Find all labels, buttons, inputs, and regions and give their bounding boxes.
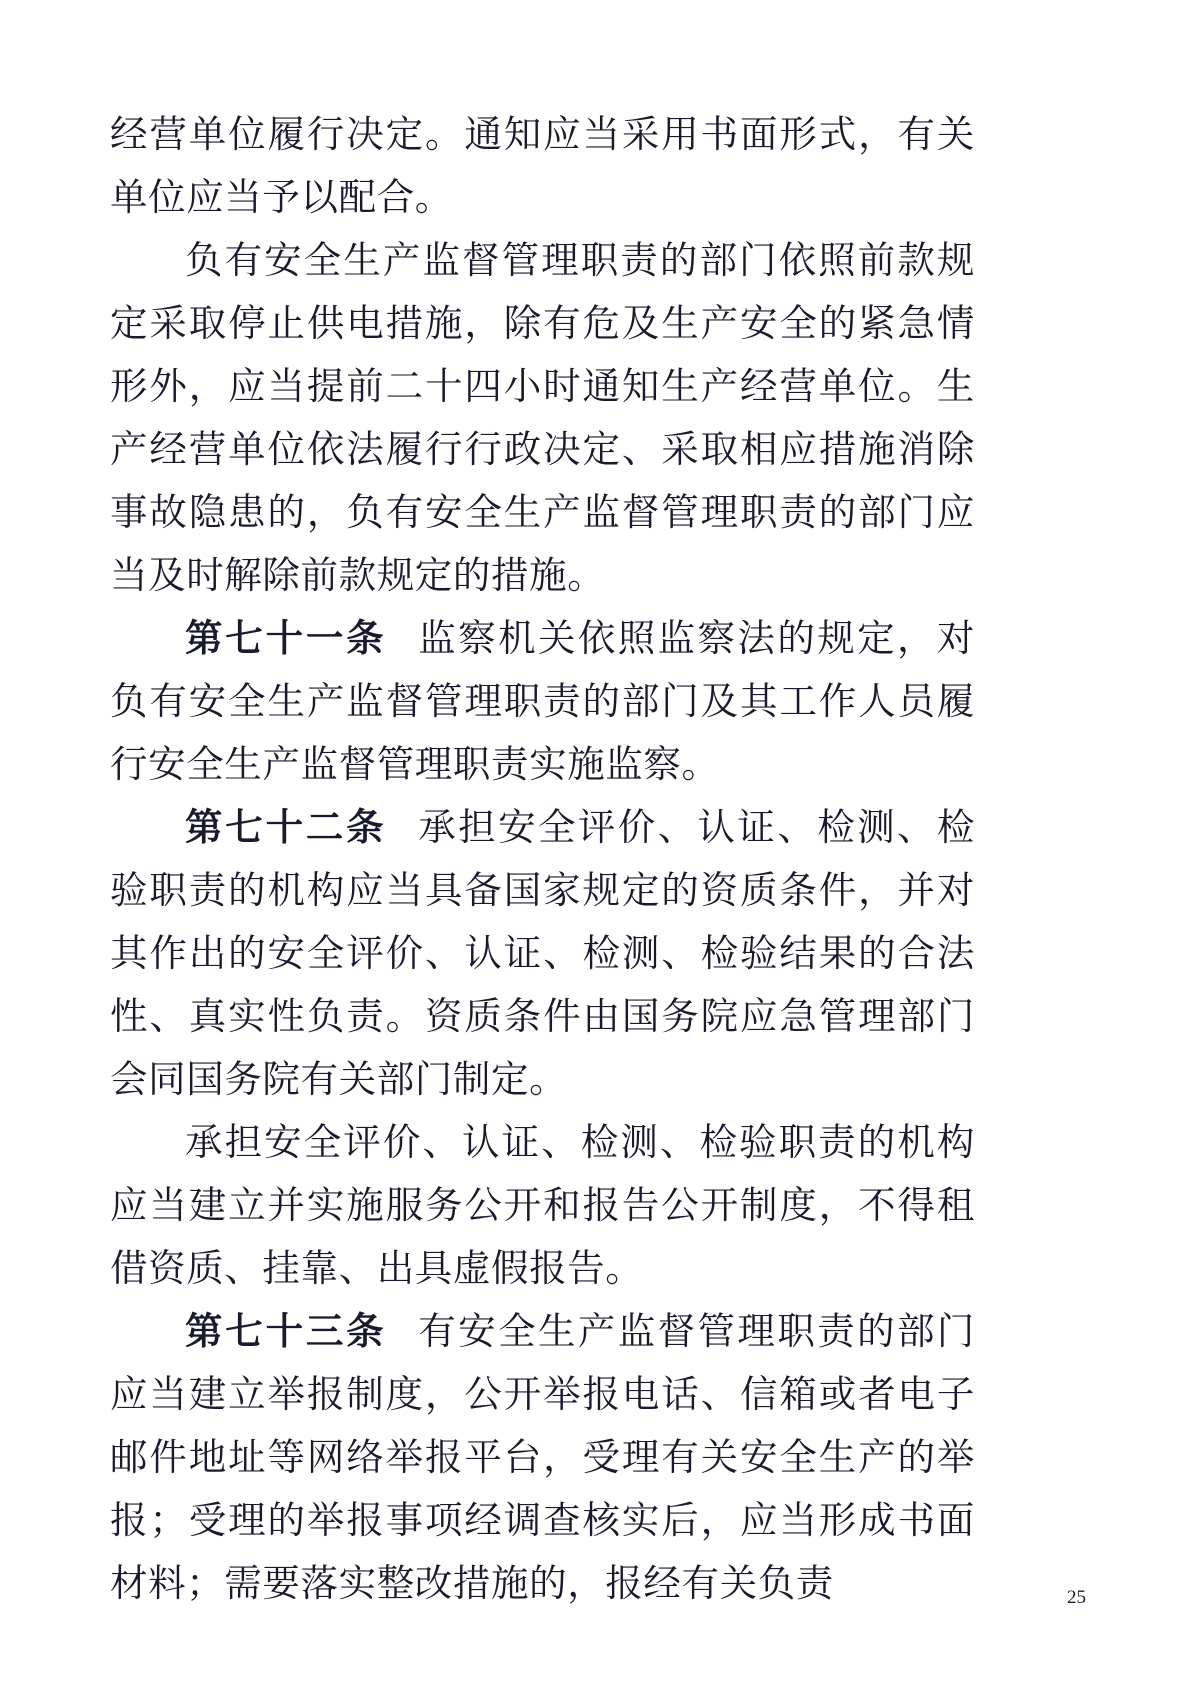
paragraph-text: 有安全生产监督管理职责的部门应当建立举报制度，公开举报电话、信箱或者电子邮件地址等网络举报平台，受理有关安全生产的举报；受理的举报事项经调查核实后，应当形成书面材料；需要落实整改措施的，报经有关负责: [110, 1312, 976, 1605]
paragraph-text: 经营单位履行决定。通知应当采用书面形式，有关单位应当予以配合。: [110, 115, 975, 219]
article-71: [110, 608, 975, 797]
paragraph-5: [110, 1112, 975, 1301]
paragraph-text: 承担安全评价、认证、检测、检验职责的机构应当建立并实施服务公开和报告公开制度，不得租借资质、挂靠、出具虚假报告。: [110, 1123, 975, 1290]
article-label: 第七十一条: [185, 619, 387, 660]
article-72: [110, 797, 975, 1112]
article-label: 第七十三条: [185, 1312, 387, 1353]
paragraph-2: [110, 230, 975, 608]
paragraph-text: 承担安全评价、认证、检测、检验职责的机构应当具备国家规定的资质条件，并对其作出的安全评价、认证、检测、检验结果的合法性、真实性负责。资质条件由国务院应急管理部门会同国务院有关部门制定。: [110, 808, 976, 1101]
paragraph-text: 负有安全生产监督管理职责的部门依照前款规定采取停止供电措施，除有危及生产安全的紧急情形外，应当提前二十四小时通知生产经营单位。生产经营单位依法履行行政决定、采取相应措施消除事故隐患的，负有安全生产监督管理职责的部门应当及时解除前款规定的措施。: [110, 241, 975, 597]
paragraph-text: 监察机关依照监察法的规定，对负有安全生产监督管理职责的部门及其工作人员履行安全生产监督管理职责实施监察。: [110, 619, 976, 786]
article-label: 第七十二条: [185, 808, 387, 849]
paragraph-1: [110, 104, 975, 230]
article-73: [110, 1301, 975, 1616]
page-number: 25: [1067, 1587, 1086, 1608]
page-body: [110, 104, 975, 1616]
